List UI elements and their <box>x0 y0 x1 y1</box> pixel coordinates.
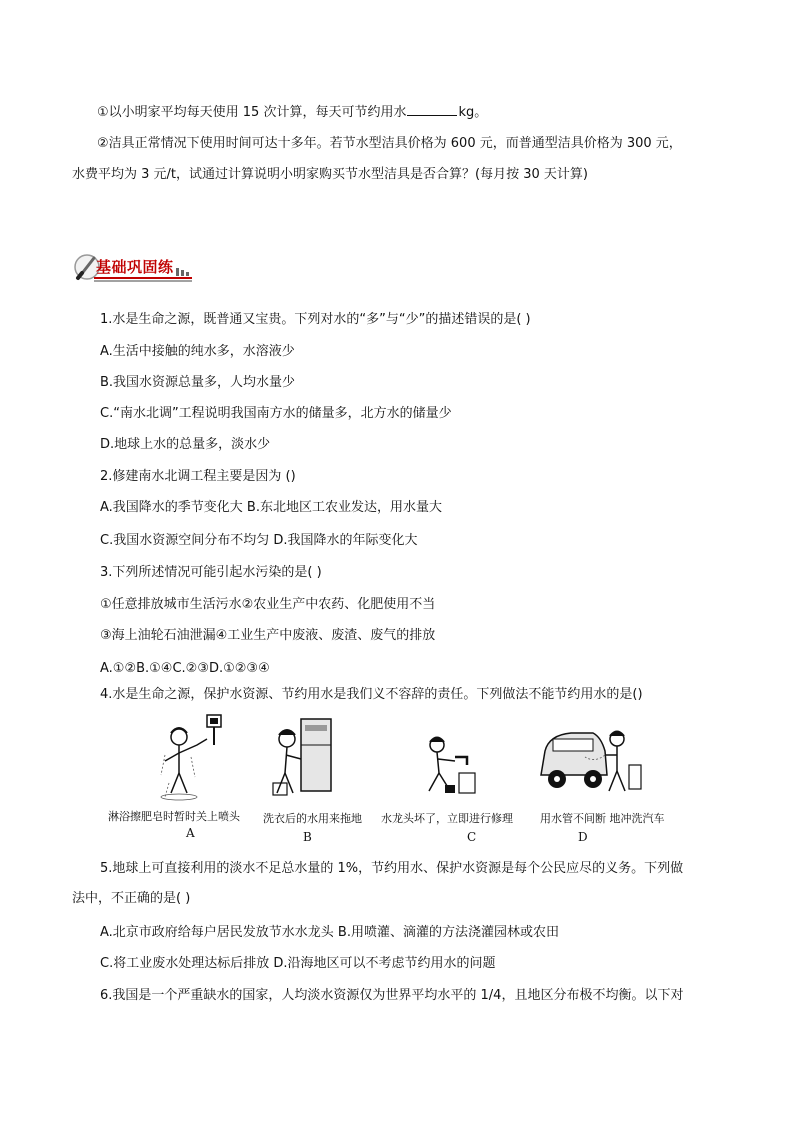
caption-b-letter: B <box>303 830 312 844</box>
caption-b: 洗衣后的水用来拖地 <box>263 812 362 825</box>
car-wash-icon <box>535 705 645 805</box>
shower-person-icon <box>155 705 245 805</box>
caption-c: 水龙头坏了，立即进行修理 <box>381 812 513 825</box>
q3-stem: 3.下列所述情况可能引起水污染的是( ) <box>100 565 322 580</box>
intro-q2-line1: ②洁具正常情况下使用时间可达十多年。若节水型洁具价格为 600 元，而普通型洁具价格为 300 元， <box>97 136 682 151</box>
caption-a-letter: A <box>186 826 195 840</box>
q1-option-d: D.地球上水的总量多，淡水少 <box>100 437 271 452</box>
section-badge <box>72 250 202 284</box>
figure-d-carwash <box>535 705 645 855</box>
q5-options-ab: A.北京市政府给每户居民发放节水水龙头 B.用喷灌、滴灌的方法浇灌园林或农田 <box>100 925 559 940</box>
q5-stem-line1: 5.地球上可直接利用的淡水不足总水量的 1%，节约用水、保护水资源是每个公民应尽的义务。下列做 <box>100 861 684 876</box>
q3-options: A.①②B.①④C.②③D.①②③④ <box>100 661 270 676</box>
faucet-repair-icon <box>415 705 485 805</box>
q5-options-cd: C.将工业废水处理达标后排放 D.沿海地区可以不考虑节约用水的问题 <box>100 956 496 971</box>
answer-blank[interactable] <box>407 103 457 116</box>
q3-line2: ③海上油轮石油泄漏④工业生产中废液、废渣、废气的排放 <box>100 628 436 643</box>
intro-q2-line2: 水费平均为 3 元/t，试通过计算说明小明家购买节水型洁具是否合算？(每月按 30 天计算) <box>72 167 588 182</box>
caption-a: 淋浴擦肥皂时暂时关上喷头 <box>108 810 240 823</box>
q1-option-a: A.生活中接触的纯水多，水溶液少 <box>100 344 295 359</box>
intro-q1-line <box>97 103 487 122</box>
q4-stem: 4.水是生命之源，保护水资源、节约用水是我们义不容辞的责任。下列做法不能节约用水的是() <box>100 687 643 702</box>
q1-option-c: C.“南水北调”工程说明我国南方水的储量多，北方水的储量少 <box>100 406 452 421</box>
caption-d-letter: D <box>578 830 588 844</box>
q3-line1: ①任意排放城市生活污水②农业生产中农药、化肥使用不当 <box>100 597 436 612</box>
washing-machine-icon <box>265 705 345 805</box>
q6-stem-line1: 6.我国是一个严重缺水的国家，人均淡水资源仅为世界平均水平的 1/4，且地区分布极不均衡。以下对 <box>100 988 684 1003</box>
q5-stem-line2: 法中，不正确的是( ) <box>72 891 191 906</box>
section-title: 基础巩固练 <box>96 258 174 276</box>
q2-options-cd: C.我国水资源空间分布不均匀 D.我国降水的年际变化大 <box>100 533 418 548</box>
q1-option-b: B.我国水资源总量多，人均水量少 <box>100 375 296 390</box>
intro-q1-text: ①以小明家平均每天使用 15 次计算，每天可节约用水 <box>97 105 407 120</box>
q2-options-ab: A.我国降水的季节变化大 B.东北地区工农业发达，用水量大 <box>100 500 442 515</box>
caption-d: 用水管不间断 地冲洗汽车 <box>540 812 665 825</box>
intro-q1-unit: kg。 <box>458 105 488 120</box>
q1-stem: 1.水是生命之源，既普通又宝贵。下列对水的“多”与“少”的描述错误的是( ) <box>100 312 531 327</box>
figure-a-shower <box>155 705 245 855</box>
q2-stem: 2.修建南水北调工程主要是因为 () <box>100 469 296 484</box>
caption-c-letter: C <box>467 830 477 844</box>
